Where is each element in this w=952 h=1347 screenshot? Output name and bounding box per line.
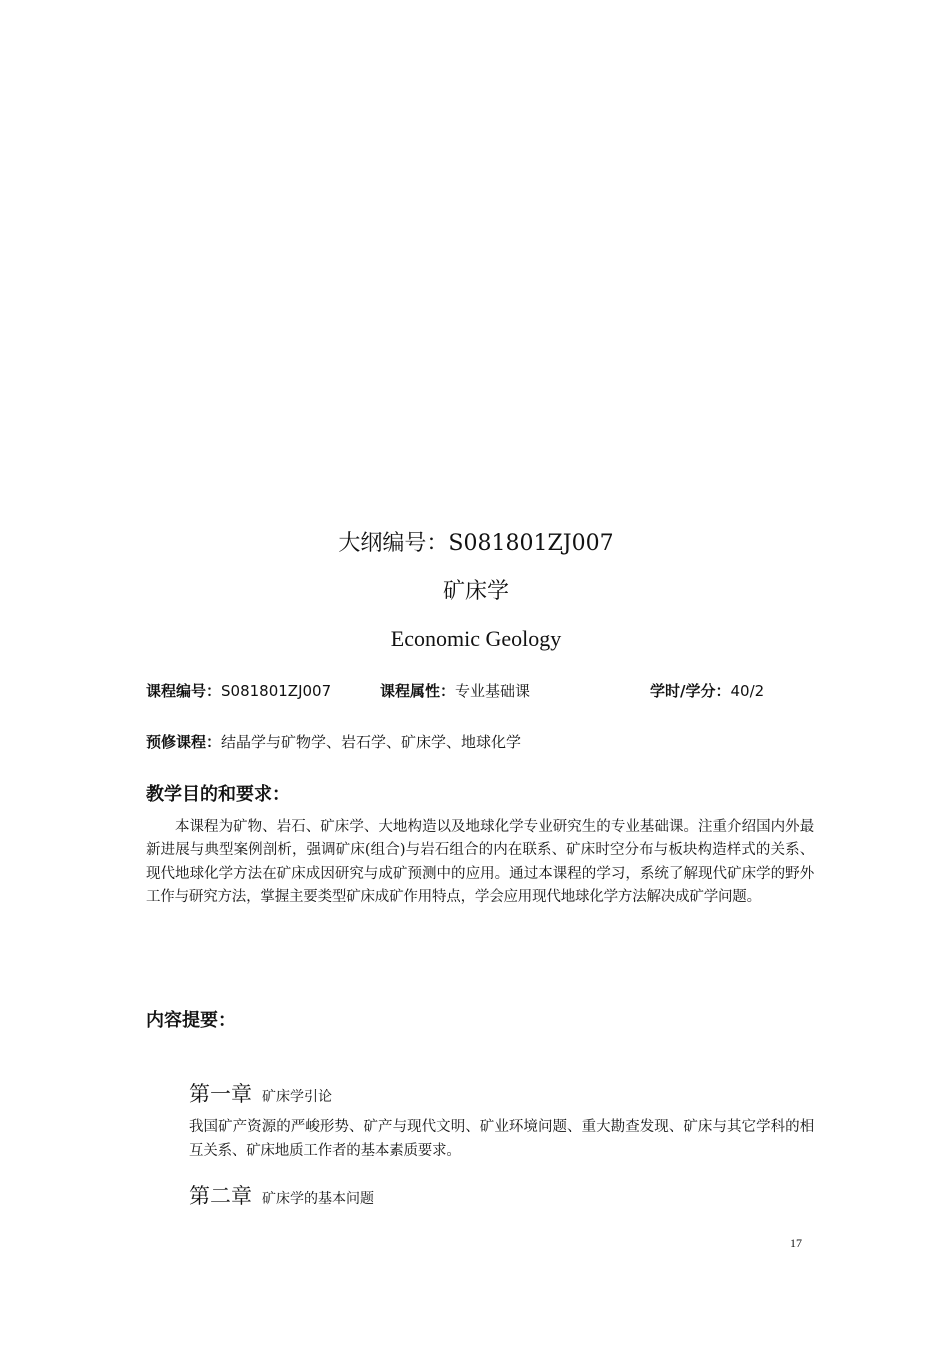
chapter-2-number: 第二章 [189,1184,252,1208]
chapter-1-name: 矿床学引论 [262,1089,332,1105]
objectives-heading: 教学目的和要求： [146,784,290,805]
chapter-2-title [189,1180,374,1210]
prerequisites [146,731,521,752]
chapter-1-title [189,1078,332,1108]
chapter-2-name: 矿床学的基本问题 [262,1191,374,1207]
course-title-chinese: 矿床学 [442,579,509,604]
prerequisites-value: 结晶学与矿物学、岩石学、矿床学、地球化学 [221,733,522,751]
chapter-1-number: 第一章 [189,1082,252,1106]
course-title-english: Economic Geology [390,626,562,651]
course-code [146,680,331,701]
chapter-1-description: 我国矿产资源的严峻形势、矿产与现代文明、矿业环境问题、重大勘查发现、矿床与其它学科的相互关系、矿床地质工作者的基本素质要求。 [189,1119,814,1159]
hours-credits-label: 学时/学分： [650,682,731,700]
syllabus-number: 大纲编号：S081801ZJ007 [338,531,614,556]
course-type-label: 课程属性： [380,682,456,700]
prerequisites-label: 预修课程： [146,733,222,751]
hours-credits-value: 40/2 [730,682,765,700]
course-type-value: 专业基础课 [455,682,531,700]
hours-credits [650,680,764,701]
objectives-paragraph: 本课程为矿物、岩石、矿床学、大地构造以及地球化学专业研究生的专业基础课。注重介绍国内外最新进展与典型案例剖析，强调矿床(组合)与岩石组合的内在联系、矿床时空分布与板块构造样式的关系、现代地球化学方法在矿床成因研究与成矿预测中的应用。通过本课程的学习，系统了解现代矿床学的野外工作与研究方法，掌握主要类型矿床成矿作用特点，学会应用现代地球化学方法解决成矿学问题。 [146,819,814,906]
course-type [380,680,530,701]
course-code-value: S081801ZJ007 [221,682,332,700]
page-number: 17 [790,1236,802,1250]
contents-heading: 内容提要： [146,1010,236,1031]
course-code-label: 课程编号： [146,682,222,700]
course-meta-row [146,680,826,704]
